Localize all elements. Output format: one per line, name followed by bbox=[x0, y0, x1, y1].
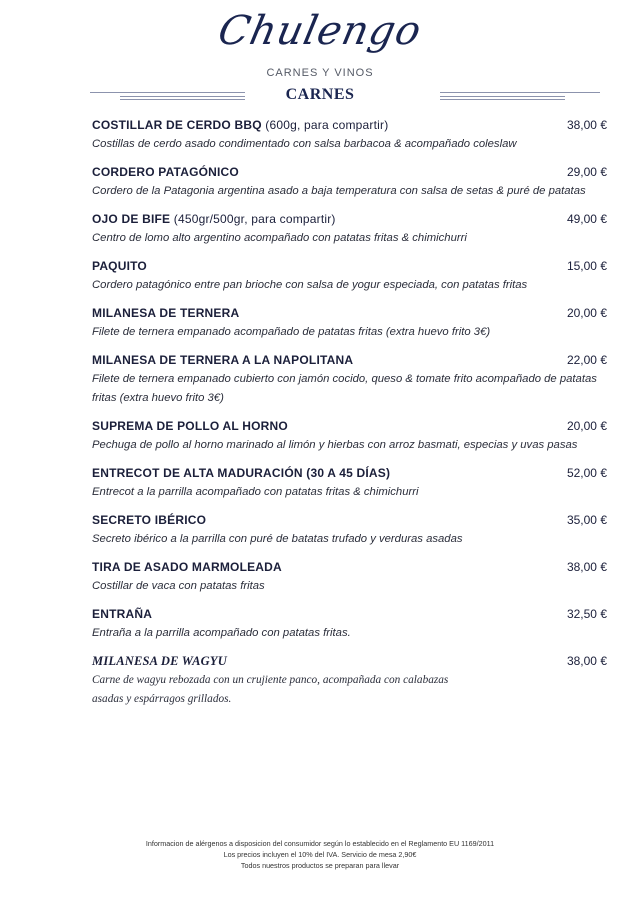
item-description: Costillas de cerdo asado condimentado con salsa barbacoa & acompañado coleslaw bbox=[92, 138, 517, 150]
item-name-text: ENTRECOT DE ALTA MADURACIÓN (30 A 45 DÍAS) bbox=[92, 466, 391, 480]
item-name-text: MILANESA DE WAGYU bbox=[92, 654, 227, 668]
footer-prices: Los precios incluyen el 10% del IVA. Servicio de mesa 2,90€ bbox=[223, 850, 417, 859]
item-name-text: COSTILLAR DE CERDO BBQ bbox=[92, 118, 262, 132]
item-description: Costillar de vaca con patatas fritas bbox=[92, 580, 265, 592]
item-description: Entrecot a la parrilla acompañado con patatas fritas & chimichurri bbox=[92, 486, 419, 498]
item-header bbox=[92, 259, 607, 274]
item-name bbox=[92, 259, 567, 274]
item-name-text: MILANESA DE TERNERA A LA NAPOLITANA bbox=[92, 353, 354, 367]
item-name-text: PAQUITO bbox=[92, 259, 147, 273]
item-price: 29,00 € bbox=[566, 165, 607, 179]
item-description: Cordero de la Patagonia argentina asado a baja temperatura con salsa de setas & puré de patatas bbox=[92, 185, 586, 197]
item-description: Carne de wagyu rebozada con un crujiente panco, acompañada con calabazas asadas y espárragos grillados. bbox=[92, 674, 449, 705]
item-description: Filete de ternera empanado cubierto con jamón cocido, queso & tomate frito acompañado de patatas fritas (extra huevo frito 3€) bbox=[92, 373, 597, 404]
item-price: 35,00 € bbox=[566, 513, 607, 527]
item-name bbox=[92, 607, 567, 622]
item-name bbox=[92, 353, 567, 368]
item-name-text: SUPREMA DE POLLO AL HORNO bbox=[92, 419, 288, 433]
item-description: Cordero patagónico entre pan brioche con salsa de yogur especiada, con patatas fritas bbox=[92, 279, 528, 291]
item-name bbox=[92, 419, 567, 434]
menu-item bbox=[92, 259, 607, 295]
item-name bbox=[92, 212, 567, 227]
item-name bbox=[92, 306, 567, 321]
item-name bbox=[92, 560, 567, 575]
item-price: 38,00 € bbox=[566, 118, 607, 132]
menu-item bbox=[92, 306, 607, 342]
section-title: CARNES bbox=[285, 86, 355, 103]
item-name bbox=[92, 654, 567, 669]
item-name-text: TIRA DE ASADO MARMOLEADA bbox=[92, 560, 282, 574]
item-header bbox=[92, 353, 607, 368]
menu-item bbox=[92, 607, 607, 643]
item-description: Centro de lomo alto argentino acompañado con patatas fritas & chimichurri bbox=[92, 232, 467, 244]
item-header bbox=[92, 212, 607, 227]
footer-allergens: Informacion de alérgenos a disposicion del consumidor según lo establecido en el Reglamento EU 1169/2011 bbox=[145, 839, 495, 848]
item-name bbox=[92, 466, 567, 481]
menu-items bbox=[92, 118, 607, 720]
item-name bbox=[92, 513, 567, 528]
item-price: 15,00 € bbox=[566, 259, 607, 273]
item-header bbox=[92, 466, 607, 481]
item-header bbox=[92, 118, 607, 133]
item-header bbox=[92, 513, 607, 528]
footer-takeaway: Todos nuestros productos se preparan para llevar bbox=[240, 861, 400, 870]
item-price: 20,00 € bbox=[566, 419, 607, 433]
tagline: CARNES Y VINOS bbox=[266, 67, 374, 79]
item-price: 52,00 € bbox=[566, 466, 607, 480]
item-price: 38,00 € bbox=[566, 654, 607, 668]
item-portion: (600g, para compartir) bbox=[261, 118, 389, 132]
menu-item bbox=[92, 212, 607, 248]
menu-item bbox=[92, 419, 607, 455]
item-price: 20,00 € bbox=[566, 306, 607, 320]
menu-item bbox=[92, 353, 607, 408]
item-name-text: OJO DE BIFE bbox=[92, 212, 171, 226]
item-description: Pechuga de pollo al horno marinado al limón y hierbas con arroz basmati, especias y uvas pasas bbox=[92, 439, 578, 451]
item-description: Entraña a la parrilla acompañado con patatas fritas. bbox=[92, 627, 351, 639]
item-price: 49,00 € bbox=[566, 212, 607, 226]
item-header bbox=[92, 306, 607, 321]
item-header bbox=[92, 607, 607, 622]
menu-item bbox=[92, 466, 607, 502]
item-portion: (450gr/500gr, para compartir) bbox=[170, 212, 336, 226]
item-description: Secreto ibérico a la parrilla con puré de batatas trufado y verduras asadas bbox=[92, 533, 463, 545]
item-header bbox=[92, 654, 607, 669]
footer bbox=[0, 838, 640, 871]
menu-item bbox=[92, 165, 607, 201]
item-price: 32,50 € bbox=[566, 607, 607, 621]
item-name-text: SECRETO IBÉRICO bbox=[92, 513, 207, 527]
item-price: 22,00 € bbox=[566, 353, 607, 367]
item-header bbox=[92, 165, 607, 180]
item-description: Filete de ternera empanado acompañado de patatas fritas (extra huevo frito 3€) bbox=[92, 326, 491, 338]
menu-item bbox=[92, 654, 607, 709]
item-name bbox=[92, 118, 567, 133]
item-header bbox=[92, 419, 607, 434]
item-name-text: MILANESA DE TERNERA bbox=[92, 306, 240, 320]
item-name-text: CORDERO PATAGÓNICO bbox=[92, 165, 239, 179]
menu-item bbox=[92, 560, 607, 596]
menu-item bbox=[92, 118, 607, 154]
item-header bbox=[92, 560, 607, 575]
item-name-text: ENTRAÑA bbox=[92, 607, 153, 621]
logo: Chulengo bbox=[214, 8, 426, 54]
menu-item bbox=[92, 513, 607, 549]
item-name bbox=[92, 165, 567, 180]
item-price: 38,00 € bbox=[566, 560, 607, 574]
